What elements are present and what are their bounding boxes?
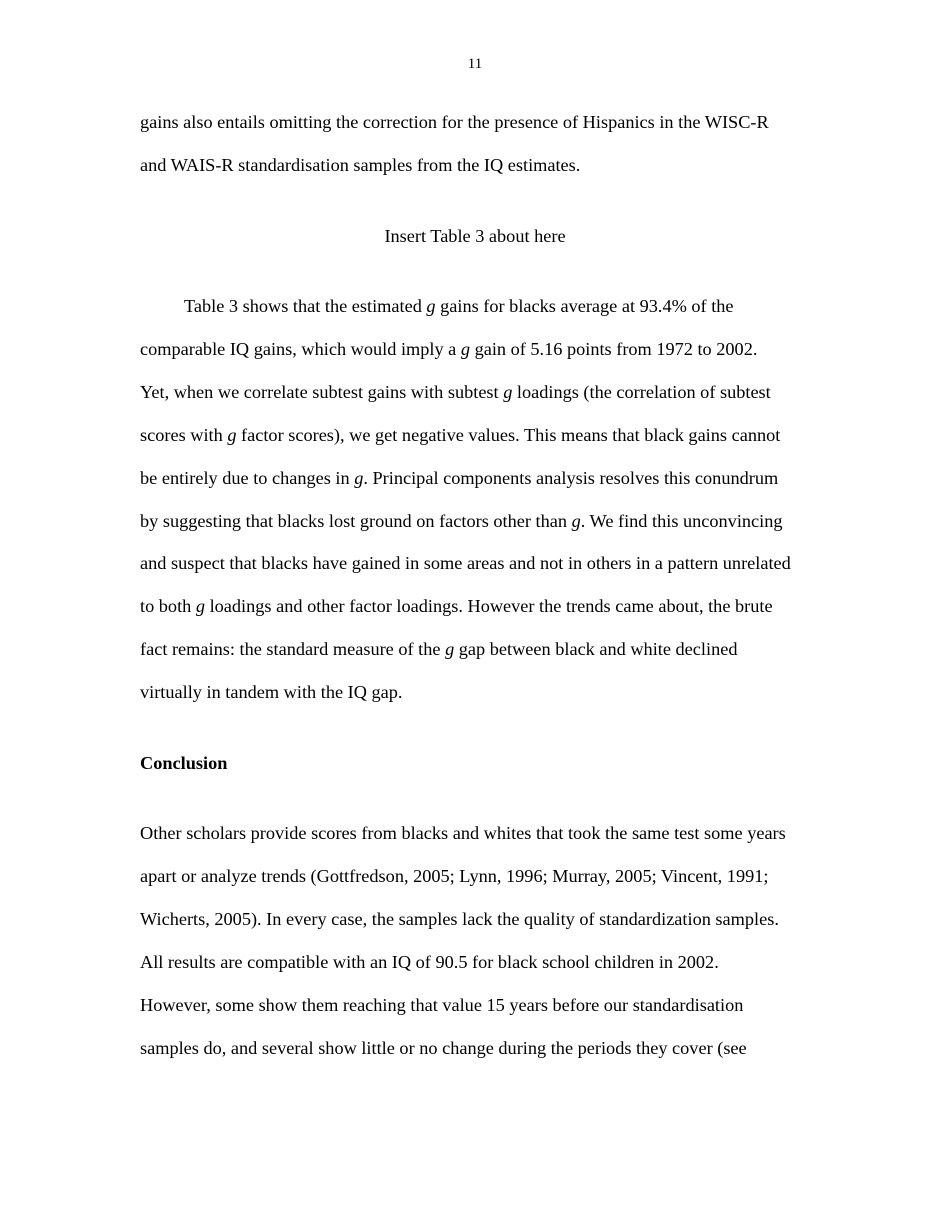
text-line: be entirely due to changes in g. Principal components analysis resolves this conundrum — [140, 468, 779, 488]
text-line: fact remains: the standard measure of the g gap between black and white declined — [140, 639, 738, 659]
text-line: Wicherts, 2005). In every case, the samples lack the quality of standardization samples. — [140, 909, 779, 929]
text-line: All results are compatible with an IQ of 90.5 for black school children in 2002. — [140, 952, 719, 972]
text-line: by suggesting that blacks lost ground on factors other than g. We find this unconvincing — [140, 511, 783, 531]
text-line: Other scholars provide scores from blacks and whites that took the same test some years — [140, 823, 786, 843]
text-line: gains also entails omitting the correction for the presence of Hispanics in the WISC-R — [140, 112, 769, 132]
table-placeholder: Insert Table 3 about here — [384, 226, 566, 246]
text-line: and WAIS-R standardisation samples from the IQ estimates. — [140, 155, 581, 175]
section-heading: Conclusion — [140, 753, 228, 773]
text-line: virtually in tandem with the IQ gap. — [140, 682, 403, 702]
text-line: Table 3 shows that the estimated g gains for blacks average at 93.4% of the — [184, 296, 734, 316]
text-line: apart or analyze trends (Gottfredson, 2005; Lynn, 1996; Murray, 2005; Vincent, 1991; — [140, 866, 769, 886]
text-line: samples do, and several show little or no change during the periods they cover (see — [140, 1038, 747, 1058]
text-line: and suspect that blacks have gained in some areas and not in others in a pattern unrelated — [140, 553, 791, 573]
text-line: to both g loadings and other factor loadings. However the trends came about, the brute — [140, 596, 773, 616]
text-line: scores with g factor scores), we get negative values. This means that black gains cannot — [140, 425, 781, 445]
page-number: 11 — [467, 56, 483, 72]
text-line: Yet, when we correlate subtest gains with subtest g loadings (the correlation of subtest — [140, 382, 771, 402]
text-line: However, some show them reaching that value 15 years before our standardisation — [140, 995, 744, 1015]
text-line: comparable IQ gains, which would imply a g gain of 5.16 points from 1972 to 2002. — [140, 339, 758, 359]
